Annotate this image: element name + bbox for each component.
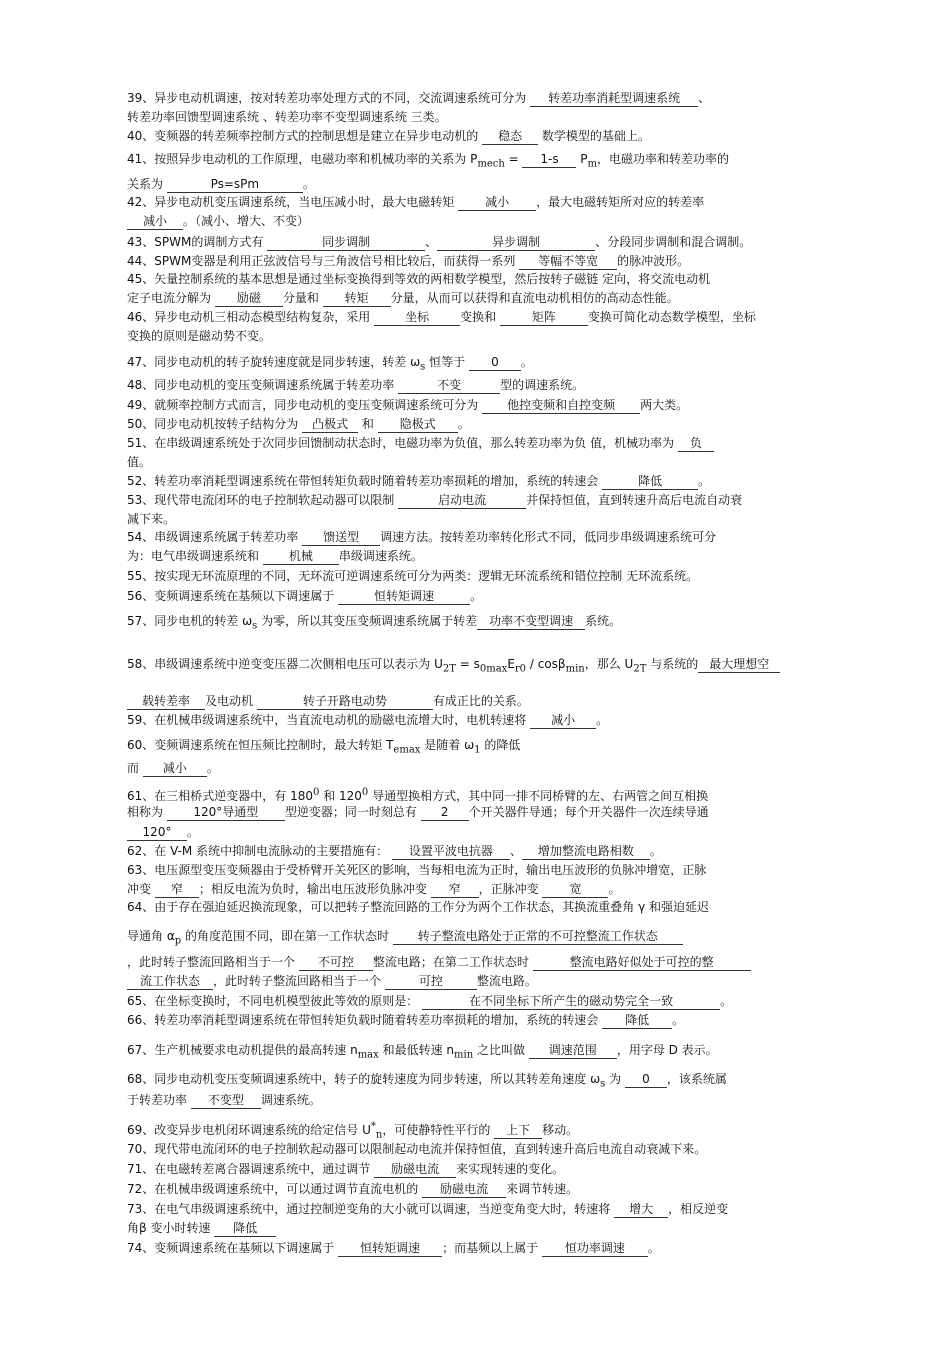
question-56-line-1: [127, 587, 827, 606]
question-text: 71、在电磁转差离合器调速系统中，通过调节: [127, 1162, 375, 1176]
question-text: 62、在 V-M 系统中抑制电流脉动的主要措施有：: [127, 844, 392, 858]
question-text: 45、矢量控制系统的基本思想是通过坐标变换得到等效的两相数学模型，然后按转子磁链 定向，将交流电动机: [127, 272, 711, 286]
math-subscript: mech: [477, 158, 505, 170]
math-subscript: max: [357, 1049, 379, 1061]
answer-blank: 等幅不等宽: [519, 253, 617, 270]
answer-blank: 矩阵: [500, 309, 588, 326]
question-text: 43、SPWM的调制方式有: [127, 235, 268, 249]
question-text: 和 120: [319, 789, 362, 803]
question-text: 减下来。: [127, 512, 176, 526]
question-text: 型的调速系统。: [500, 378, 585, 392]
question-64-line-4: [127, 972, 827, 991]
question-text: 分量，从而可以获得和直流电动机相仿的高动态性能。: [390, 291, 679, 305]
question-text: 。: [649, 844, 662, 858]
answer-blank: 励磁电流: [374, 1161, 456, 1178]
answer-blank: 降低: [602, 473, 698, 490]
answer-blank: 减小: [530, 712, 596, 729]
math-subscript: 0max: [479, 663, 508, 675]
answer-blank: 转矩: [323, 290, 391, 307]
math-superscript: 0: [361, 787, 369, 798]
question-text: ，正脉冲变: [478, 882, 543, 896]
question-48-line-1: [127, 376, 827, 395]
question-text: 56、变频调速系统在基频以下调速属于: [127, 589, 339, 603]
question-text: 74、变频调速系统在基频以下调速属于: [127, 1241, 339, 1255]
question-41-line-1: [127, 150, 827, 174]
question-text: 型逆变器；同一时刻总有: [284, 805, 421, 819]
answer-blank: 设置平波电抗器: [392, 843, 510, 860]
question-text: 、: [698, 91, 711, 105]
question-text: 73、在电气串级调速系统中，通过控制逆变角的大小就可以调速，当逆变角变大时，转速将: [127, 1202, 615, 1216]
question-text: 的角度范围不同，即在第一工作状态时: [181, 929, 393, 943]
math-subscript: 2T: [442, 663, 456, 675]
question-text: ；而基频以上属于: [442, 1241, 542, 1255]
question-42-line-1: [127, 193, 827, 212]
question-text: 个开关器件导通；每个开关器件一次连续导通: [468, 805, 709, 819]
question-text: 67、生产机械要求电动机提供的最高转速 n: [127, 1043, 358, 1057]
answer-blank: 上下: [494, 1122, 542, 1139]
answer-blank: 增大: [614, 1201, 668, 1218]
question-text: 51、在串级调速系统处于次同步回馈制动状态时，电磁功率为负值，那么转差功率为负 值，机械功率为: [127, 436, 678, 450]
question-text: 、: [425, 235, 438, 249]
answer-blank: 不变: [398, 377, 500, 394]
answer-blank: 启动电流: [398, 492, 526, 509]
question-73-line-2: [127, 1219, 827, 1238]
answer-blank: 异步调制: [437, 234, 595, 251]
question-51-line-2: [127, 453, 827, 472]
question-text: 整流电路；在第二工作状态时: [372, 955, 533, 969]
answer-blank: 可控: [385, 973, 477, 990]
question-40-line-1: [127, 127, 827, 146]
question-text: 为零，所以其变压变频调速系统属于转差: [257, 614, 478, 628]
question-42-line-2: [127, 212, 827, 231]
answer-blank: 转差功率消耗型调速系统: [530, 90, 698, 107]
question-text: 导通型换相方式，其中同一排不同桥臂的左、右两管之间互相换: [368, 789, 709, 803]
question-text: ，用字母 D 表示。: [616, 1043, 718, 1057]
answer-blank: 他控变频和自控变频: [482, 397, 640, 414]
answer-blank: 励磁电流: [422, 1181, 506, 1198]
answer-blank: 负: [678, 435, 714, 452]
question-text: P: [576, 152, 588, 166]
question-60-line-2: [127, 759, 827, 778]
question-text: 的降低: [480, 738, 521, 752]
math-subscript: p: [174, 935, 182, 947]
question-text: 66、转差功率消耗型调速系统在带恒转矩负载时随着转差功率损耗的增加，系统的转速会: [127, 1013, 603, 1027]
question-59-line-1: [127, 711, 827, 730]
question-54-line-1: [127, 528, 827, 547]
question-text: 和最低转速 n: [378, 1043, 455, 1057]
question-text: 。: [206, 761, 219, 775]
answer-blank: 0: [469, 354, 521, 371]
math-subscript: 2T: [633, 663, 647, 675]
math-subscript: 1: [474, 744, 481, 756]
answer-blank: 2: [421, 804, 469, 821]
question-66-line-1: [127, 1011, 827, 1030]
answer-blank: 0: [625, 1071, 667, 1088]
question-73-line-1: [127, 1200, 827, 1219]
question-text: ，电磁功率和转差功率的: [597, 152, 730, 166]
question-text: 有成正比的关系。: [432, 694, 529, 708]
question-text: 。: [596, 713, 609, 727]
answer-blank: 减小: [127, 213, 183, 230]
question-64-line-2: [127, 927, 827, 951]
question-text: 。: [187, 825, 200, 839]
answer-blank: 励磁: [215, 290, 283, 307]
math-subscript: s: [252, 620, 258, 632]
question-text: 58、串级调速系统中逆变变压器二次侧相电压可以表示为 U: [127, 657, 443, 671]
question-text: 68、同步电动机变压变频调速系统中，转子的旋转速度为同步转速，所以其转差角速度 ω: [127, 1072, 601, 1086]
question-53-line-1: [127, 491, 827, 510]
question-text: ，此时转子整流回路相当于一个: [213, 974, 385, 988]
question-text: 为：电气串级调速系统和: [127, 549, 263, 563]
question-text: 角β 变小时转速: [127, 1221, 215, 1235]
question-65-line-1: [127, 992, 827, 1011]
answer-blank: Ps=sPm: [167, 176, 303, 193]
math-subscript: m: [587, 158, 598, 170]
answer-blank: 同步调制: [267, 234, 425, 251]
answer-blank: 功率不变型调速: [477, 613, 585, 630]
question-text: 。: [470, 589, 483, 603]
math-subscript: r0: [514, 663, 527, 675]
question-text: 并保持恒值，直到转速升高后电流自动衰: [526, 493, 743, 507]
question-text: 恒等于: [425, 355, 469, 369]
answer-blank: 1-s: [522, 151, 576, 168]
answer-blank: 载转差率: [127, 693, 205, 710]
question-46-line-2: [127, 327, 827, 346]
answer-blank: 隐极式: [378, 416, 458, 433]
answer-blank: 恒功率调速: [542, 1240, 648, 1257]
question-text: 调速方法。按转差功率转化形式不同，低同步串级调速系统可分: [380, 530, 717, 544]
question-64-line-1: [127, 898, 827, 917]
question-58-line-2: [127, 692, 827, 711]
answer-blank: 120°导通型: [167, 804, 285, 821]
question-text: 相称为: [127, 805, 167, 819]
answer-blank: 坐标: [374, 309, 460, 326]
answer-blank: 凸极式: [302, 416, 358, 433]
question-51-line-1: [127, 434, 827, 453]
answer-blank: 降低: [602, 1012, 672, 1029]
question-71-line-1: [127, 1160, 827, 1179]
question-text: ，该系统属: [666, 1072, 727, 1086]
question-60-line-1: [127, 736, 827, 760]
question-text: ，可使静特性平行的: [382, 1123, 495, 1137]
question-text: 为: [605, 1072, 625, 1086]
question-text: 之比叫做: [473, 1043, 529, 1057]
question-text: 的脉冲波形。: [617, 254, 690, 268]
question-text: 导通角 α: [127, 929, 175, 943]
question-41-line-2: [127, 175, 827, 194]
question-text: 变换和: [460, 310, 500, 324]
question-43-line-1: [127, 233, 827, 252]
question-text: 41、按照异步电动机的工作原理，电磁功率和机械功率的关系为: [127, 152, 471, 166]
answer-blank: 窄: [431, 881, 479, 898]
question-44-line-1: [127, 252, 827, 271]
answer-blank: 恒转矩调速: [338, 1240, 442, 1257]
answer-blank: 120°: [127, 824, 187, 841]
question-text: 69、改变异步电机闭环调速系统的给定信号 U: [127, 1123, 371, 1137]
question-text: 而: [127, 761, 143, 775]
question-54-line-2: [127, 547, 827, 566]
question-text: 。: [520, 355, 533, 369]
question-74-line-1: [127, 1239, 827, 1258]
question-text: 。（减小、增大、不变）: [183, 214, 310, 228]
answer-blank: 减小: [143, 760, 207, 777]
answer-blank: 降低: [214, 1220, 276, 1237]
question-67-line-1: [127, 1041, 827, 1065]
question-text: 是随着 ω: [420, 738, 475, 752]
question-text: 移动。: [542, 1123, 579, 1137]
answer-blank: 整流电路好似处于可控的整: [533, 954, 751, 971]
question-text: 。: [457, 417, 470, 431]
question-text: 及电动机: [205, 694, 257, 708]
question-text: ，此时转子整流回路相当于一个: [127, 955, 299, 969]
question-text: 转差功率回馈型调速系统 、转差功率不变型调速系统 三类。: [127, 110, 447, 124]
question-text: 。: [608, 882, 621, 896]
question-text: 70、现代带电流闭环的电子控制软起动器可以限制起动电流并保持恒值，直到转速升高后电流自动衰减下来。: [127, 1142, 707, 1156]
question-46-line-1: [127, 308, 827, 327]
answer-blank: 减小: [458, 194, 536, 211]
question-text: 。: [647, 1241, 660, 1255]
math-superscript: 0: [313, 787, 320, 798]
answer-blank: 增加整流电路相数: [522, 843, 650, 860]
question-text: 54、串级调速系统属于转差功率: [127, 530, 303, 544]
question-text: 59、在机械串级调速系统中，当直流电动机的励磁电流增大时，电机转速将: [127, 713, 531, 727]
question-text: 与系统的: [646, 657, 699, 671]
answer-blank: 窄: [155, 881, 199, 898]
question-text: 44、SPWM变器是利用正弦波信号与三角波信号相比较后，而获得一系列: [127, 254, 520, 268]
question-70-line-1: [127, 1140, 827, 1159]
question-text: 数学模型的基础上。: [538, 129, 650, 143]
question-text: E: [507, 657, 515, 671]
question-text: = s: [455, 657, 480, 671]
question-text: 系统。: [585, 614, 622, 628]
question-text: 50、同步电动机按转子结构分为: [127, 417, 303, 431]
question-49-line-1: [127, 396, 827, 415]
question-50-line-1: [127, 415, 827, 434]
question-53-line-2: [127, 510, 827, 529]
answer-blank: 转子整流电路处于正常的不可控整流工作状态: [393, 928, 683, 945]
question-text: 。: [302, 177, 315, 191]
question-text: 冲变: [127, 882, 155, 896]
question-text: / cosβ: [526, 657, 566, 671]
math-subscript: min: [565, 663, 585, 675]
question-47-line-1: [127, 353, 827, 377]
answer-blank: 宽: [542, 881, 608, 898]
question-52-line-1: [127, 472, 827, 491]
question-text: 和: [358, 417, 378, 431]
question-text: 61、在三相桥式逆变器中，有 180: [127, 789, 313, 803]
answer-blank: 不变型: [191, 1092, 261, 1109]
question-39-line-2: [127, 108, 827, 127]
answer-blank: 馈送型: [302, 529, 380, 546]
question-text: 64、由于存在强迫延迟换流现象，可以把转子整流回路的工作分为两个工作状态，其换流重叠角 γ 和强迫延迟: [127, 900, 710, 914]
question-text: 。: [698, 474, 711, 488]
question-text: 40、变频器的转差频率控制方式的控制思想是建立在异步电动机的: [127, 129, 483, 143]
question-text: 60、变频调速系统在恒压频比控制时，最大转矩 T: [127, 738, 394, 752]
question-57-line-1: [127, 612, 827, 636]
question-text: 、分段同步调制和混合调制。: [595, 235, 752, 249]
question-text: 串级调速系统。: [338, 549, 423, 563]
question-text: ，相反逆变: [668, 1202, 729, 1216]
question-text: ，最大电磁转矩所对应的转差率: [536, 195, 705, 209]
answer-blank: 不可控: [299, 954, 373, 971]
answer-blank: 最大理想空: [698, 656, 780, 673]
answer-blank: 恒转矩调速: [338, 588, 470, 605]
question-text: 、: [509, 844, 522, 858]
question-text: 两大类。: [640, 398, 689, 412]
question-text: 调速系统。: [260, 1093, 321, 1107]
question-text: ；相反电流为负时，输出电压波形负脉冲变: [198, 882, 431, 896]
question-63-line-2: [127, 880, 827, 899]
question-text: P: [470, 152, 478, 166]
question-55-line-1: [127, 567, 827, 586]
answer-blank: 流工作状态: [127, 973, 213, 990]
question-text: 分量和: [282, 291, 323, 305]
answer-blank: 在不同坐标下所产生的磁动势完全一致: [422, 993, 720, 1010]
question-58-line-1: [127, 655, 827, 679]
question-text: 55、按实现无环流原理的不同，无环流可逆调速系统可分为两类：逻辑无环流系统和错位控制 无环流系统。: [127, 569, 699, 583]
question-text: 63、电压源型变压变频器由于受桥臂开关死区的影响，当每相电流为正时，输出电压波形的负脉冲增宽，正脉: [127, 863, 707, 877]
math-superscript: *: [370, 1121, 376, 1132]
math-subscript: s: [420, 361, 426, 373]
question-text: 于转差功率: [127, 1093, 191, 1107]
question-text: 57、同步电机的转差 ω: [127, 614, 253, 628]
question-72-line-1: [127, 1180, 827, 1199]
answer-blank: 转子开路电动势: [257, 693, 433, 710]
question-text: =: [504, 152, 523, 166]
question-45-line-2: [127, 289, 827, 308]
question-text: 53、现代带电流闭环的电子控制软起动器可以限制: [127, 493, 399, 507]
question-63-line-1: [127, 861, 827, 880]
question-text: 定子电流分解为: [127, 291, 215, 305]
question-text: 。: [672, 1013, 685, 1027]
question-text: 72、在机械串级调速系统中，可以通过调节直流电机的: [127, 1182, 423, 1196]
question-45-line-1: [127, 270, 827, 289]
question-text: 46、异步电动机三相动态模型结构复杂，采用: [127, 310, 375, 324]
question-text: 。: [720, 994, 733, 1008]
question-text: 来调节转速。: [506, 1182, 579, 1196]
math-subscript: min: [454, 1049, 474, 1061]
question-62-line-1: [127, 842, 827, 861]
question-text: 整流电路。: [476, 974, 537, 988]
answer-blank: 稳态: [482, 128, 538, 145]
question-text: 值。: [127, 455, 152, 469]
answer-blank: 调速范围: [529, 1042, 617, 1059]
question-text: 48、同步电动机的变压变频调速系统属于转差功率: [127, 378, 399, 392]
question-61-line-3: [127, 823, 827, 842]
question-text: 变换可简化动态数学模型，坐标: [587, 310, 756, 324]
question-text: 来实现转速的变化。: [456, 1162, 565, 1176]
question-61-line-2: [127, 803, 827, 822]
question-text: 47、同步电动机的转子旋转速度就是同步转速，转差 ω: [127, 355, 421, 369]
math-subscript: s: [600, 1078, 606, 1090]
question-text: 49、就频率控制方式而言，同步电动机的变压变频调速系统可分为: [127, 398, 483, 412]
question-text: 52、转差功率消耗型调速系统在带恒转矩负载时随着转差功率损耗的增加，系统的转速会: [127, 474, 603, 488]
question-39-line-1: [127, 89, 827, 108]
question-text: ，那么 U: [584, 657, 634, 671]
question-text: 39、异步电动机调速，按对转差功率处理方式的不同，交流调速系统可分为: [127, 91, 531, 105]
math-subscript: n: [375, 1129, 383, 1141]
question-text: 关系为: [127, 177, 167, 191]
question-text: 42、异步电动机变压调速系统，当电压减小时，最大电磁转矩: [127, 195, 459, 209]
question-text: 变换的原则是磁动势不变。: [127, 329, 272, 343]
question-68-line-2: [127, 1091, 827, 1110]
answer-blank: 机械: [263, 548, 339, 565]
math-subscript: emax: [393, 744, 421, 756]
question-64-line-3: [127, 953, 827, 972]
question-text: 65、在坐标变换时，不同电机模型彼此等效的原则是：: [127, 994, 423, 1008]
